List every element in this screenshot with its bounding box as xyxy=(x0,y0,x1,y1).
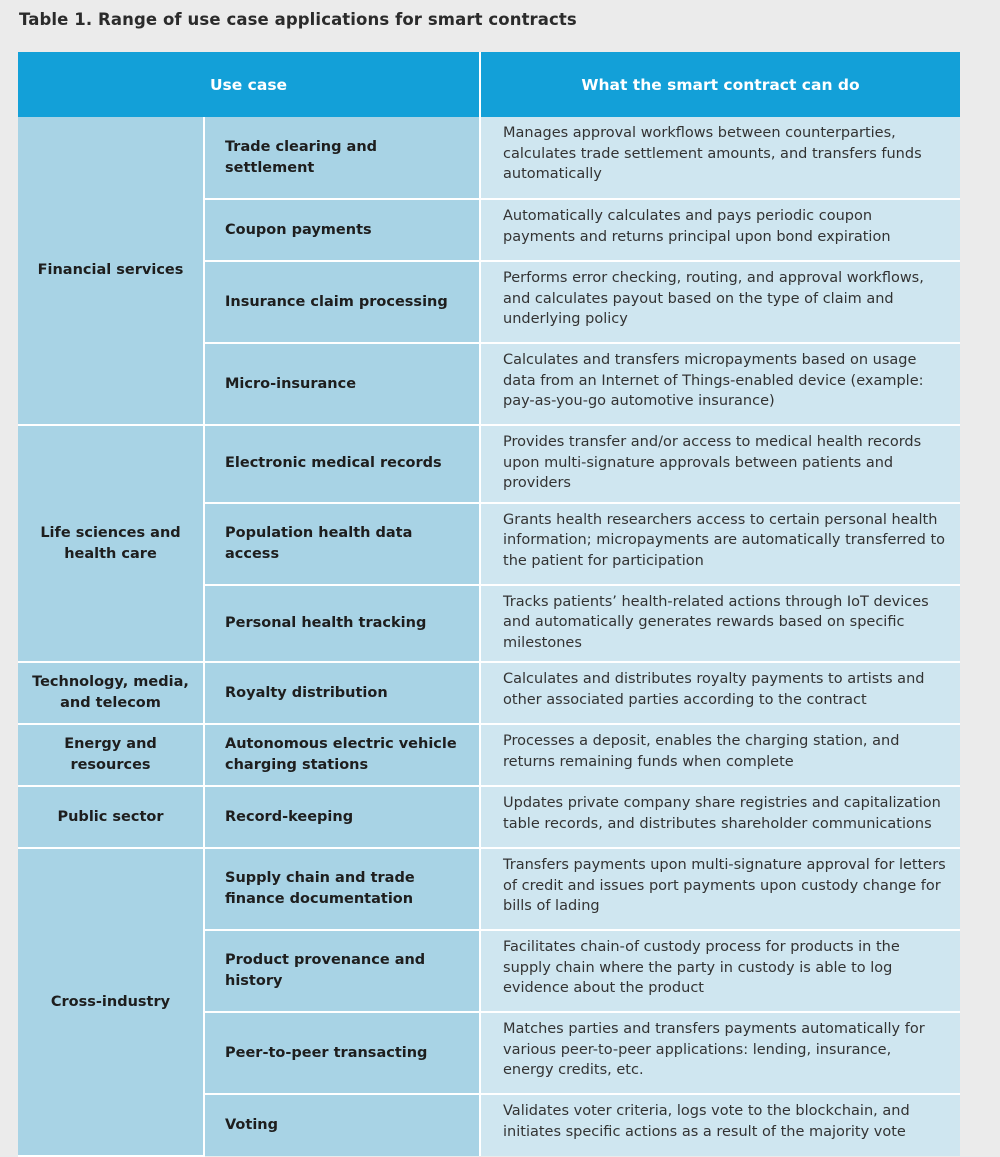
description-cell: Performs error checking, routing, and approval workflows, and calculates payout based on the type of claim and underlying policy xyxy=(480,261,960,343)
use-case-cell: Trade clearing and settlement xyxy=(204,117,480,199)
table-row xyxy=(18,848,960,930)
use-case-cell: Supply chain and trade finance documentation xyxy=(204,848,480,930)
description-cell: Validates voter criteria, logs vote to the blockchain, and initiates specific actions as a result of the majority vote xyxy=(480,1094,960,1156)
table-row xyxy=(18,786,960,848)
table-row xyxy=(18,724,960,786)
sector-cross-industry: Cross-industry xyxy=(18,848,204,1156)
table-row xyxy=(18,425,960,503)
use-case-cell: Micro-insurance xyxy=(204,343,480,425)
description-cell: Transfers payments upon multi-signature approval for letters of credit and issues port payments upon custody change for bills of lading xyxy=(480,848,960,930)
use-case-cell: Coupon payments xyxy=(204,199,480,261)
description-cell: Facilitates chain-of custody process for products in the supply chain where the party in custody is able to log evidence about the product xyxy=(480,930,960,1012)
use-case-cell: Insurance claim processing xyxy=(204,261,480,343)
sector-energy-resources: Energy and resources xyxy=(18,724,204,786)
header-what-contract-does: What the smart contract can do xyxy=(480,52,960,117)
use-case-cell: Royalty distribution xyxy=(204,662,480,724)
table-title: Table 1. Range of use case applications for smart contracts xyxy=(19,10,577,29)
use-case-table xyxy=(18,52,960,1157)
use-case-cell: Autonomous electric vehicle charging stations xyxy=(204,724,480,786)
table-row xyxy=(18,117,960,199)
use-case-cell: Product provenance and history xyxy=(204,930,480,1012)
sector-life-sciences: Life sciences and health care xyxy=(18,425,204,662)
table-header-row xyxy=(18,52,960,117)
description-cell: Updates private company share registries and capitalization table records, and distributes shareholder communications xyxy=(480,786,960,848)
description-cell: Automatically calculates and pays periodic coupon payments and returns principal upon bond expiration xyxy=(480,199,960,261)
description-cell: Manages approval workflows between counterparties, calculates trade settlement amounts, and transfers funds automatically xyxy=(480,117,960,199)
sector-public-sector: Public sector xyxy=(18,786,204,848)
sector-technology-media-telecom: Technology, media, and telecom xyxy=(18,662,204,724)
use-case-cell: Record-keeping xyxy=(204,786,480,848)
use-case-cell: Population health data access xyxy=(204,503,480,585)
description-cell: Matches parties and transfers payments automatically for various peer-to-peer applications: lending, insurance, energy credits, etc. xyxy=(480,1012,960,1094)
use-case-cell: Peer-to-peer transacting xyxy=(204,1012,480,1094)
description-cell: Provides transfer and/or access to medical health records upon multi-signature approvals between patients and providers xyxy=(480,425,960,503)
description-cell: Tracks patients’ health-related actions through IoT devices and automatically generates rewards based on specific milestones xyxy=(480,585,960,663)
sector-financial-services: Financial services xyxy=(18,117,204,425)
use-case-cell: Electronic medical records xyxy=(204,425,480,503)
description-cell: Calculates and transfers micropayments based on usage data from an Internet of Things-enabled device (example: pay-as-you-go automotive insurance) xyxy=(480,343,960,425)
use-case-cell: Voting xyxy=(204,1094,480,1156)
description-cell: Grants health researchers access to certain personal health information; micropayments are automatically transferred to the patient for participation xyxy=(480,503,960,585)
description-cell: Processes a deposit, enables the charging station, and returns remaining funds when complete xyxy=(480,724,960,786)
header-use-case: Use case xyxy=(18,52,480,117)
use-case-cell: Personal health tracking xyxy=(204,585,480,663)
description-cell: Calculates and distributes royalty payments to artists and other associated parties according to the contract xyxy=(480,662,960,724)
table-row xyxy=(18,662,960,724)
